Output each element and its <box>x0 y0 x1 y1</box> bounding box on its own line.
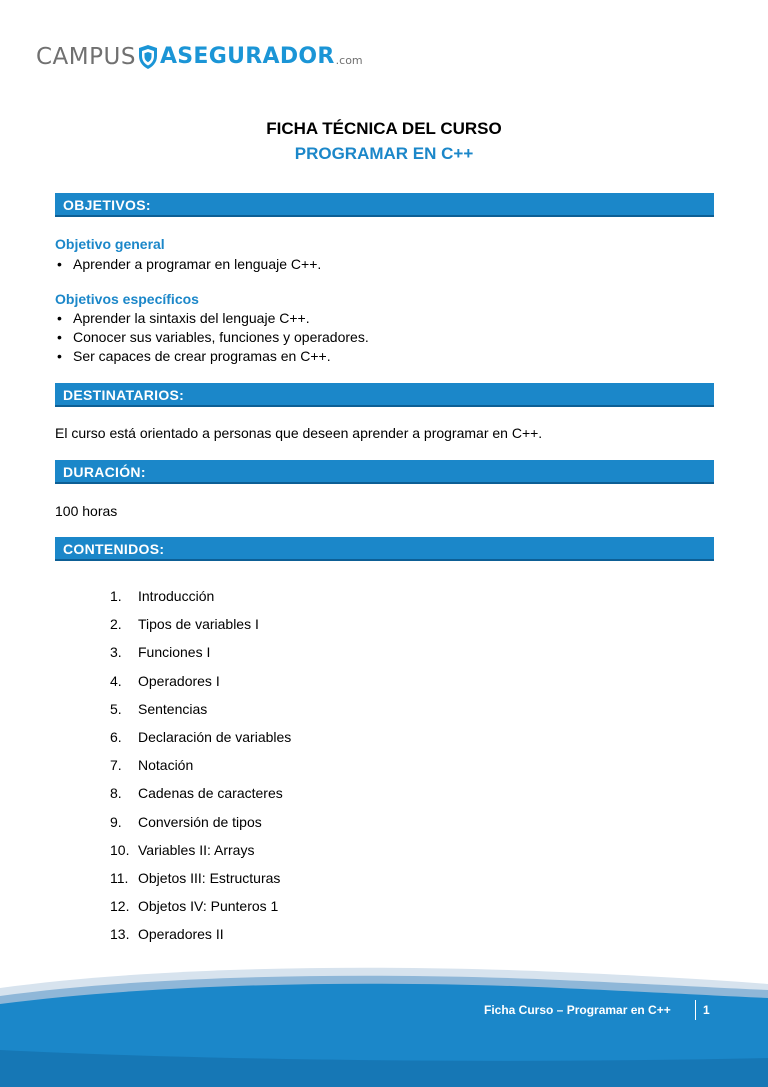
footer-text: Ficha Curso – Programar en C++ <box>484 1003 671 1017</box>
list-item-label: Variables II: Arrays <box>138 841 255 858</box>
list-item: • Aprender la sintaxis del lenguaje C++. <box>55 309 369 328</box>
list-item-label: Tipos de variables I <box>138 616 259 633</box>
section-header-destinatarios: DESTINATARIOS: <box>55 383 714 407</box>
logo-suffix-text: .com <box>335 54 363 67</box>
list-item-label: Operadores II <box>138 926 224 943</box>
duracion-text: 100 horas <box>55 503 118 519</box>
list-item-number: 11. <box>110 869 129 886</box>
list-item-number: 9. <box>110 813 122 830</box>
list-item <box>110 896 291 924</box>
list-item-label: Operadores I <box>138 672 220 689</box>
list-item-number: 5. <box>110 700 122 717</box>
list-item-label: Funciones I <box>138 644 211 661</box>
shield-icon <box>138 44 158 70</box>
list-item <box>110 614 291 642</box>
section-header-duracion: DURACIÓN: <box>55 460 714 484</box>
list-item-number: 7. <box>110 757 122 774</box>
destinatarios-text: El curso está orientado a personas que deseen aprender a programar en C++. <box>55 425 543 441</box>
list-item-number: 1. <box>110 588 122 604</box>
list-item-label: Cadenas de caracteres <box>138 785 283 802</box>
list-item-label: Conversión de tipos <box>138 813 262 830</box>
objetivos-especificos-list <box>55 309 369 366</box>
section-header-objetivos: OBJETIVOS: <box>55 193 714 217</box>
list-item-label: Sentencias <box>138 700 208 717</box>
list-item-label: Objetos IV: Punteros 1 <box>138 898 279 915</box>
list-item <box>110 924 291 952</box>
list-item <box>110 727 291 755</box>
list-item <box>110 699 291 727</box>
list-item-number: 8. <box>110 785 122 802</box>
list-item <box>110 671 291 699</box>
list-item-number: 6. <box>110 728 122 745</box>
list-item-number: 13. <box>110 926 130 943</box>
footer-divider <box>695 1000 696 1020</box>
list-item-label: Objetos III: Estructuras <box>138 869 281 886</box>
page-title: FICHA TÉCNICA DEL CURSO <box>266 119 502 138</box>
objetivo-general-label: Objetivo general <box>55 236 165 252</box>
objetivos-especificos-label: Objetivos específicos <box>55 291 199 307</box>
list-item-label: Declaración de variables <box>138 728 292 745</box>
list-item-number: 12. <box>110 898 130 915</box>
list-item-number: 10. <box>110 841 130 858</box>
contenidos-list <box>110 586 291 952</box>
list-item <box>110 783 291 811</box>
section-header-contenidos: CONTENIDOS: <box>55 537 714 561</box>
list-item: • Aprender a programar en lenguaje C++. <box>55 255 321 274</box>
page-subtitle: PROGRAMAR EN C++ <box>294 144 474 163</box>
list-item <box>110 812 291 840</box>
list-item <box>110 868 291 896</box>
list-item-number: 2. <box>110 616 122 633</box>
list-item-number: 3. <box>110 644 122 661</box>
list-item-label: Notación <box>138 757 194 774</box>
list-item <box>110 755 291 783</box>
list-item <box>110 586 291 614</box>
list-item-number: 4. <box>110 672 122 689</box>
footer-wave <box>0 960 768 1087</box>
list-item: • Ser capaces de crear programas en C++. <box>55 347 369 366</box>
page-number: 1 <box>703 1003 710 1017</box>
list-item: • Conocer sus variables, funciones y operadores. <box>55 328 369 347</box>
list-item <box>110 642 291 670</box>
objetivo-general-list <box>55 255 321 274</box>
list-item <box>110 840 291 868</box>
logo <box>36 38 363 72</box>
logo-brand-text: ASEGURADOR <box>159 44 335 69</box>
logo-campus-text: CAMPUS <box>36 44 136 70</box>
list-item-label: Introducción <box>138 588 215 604</box>
